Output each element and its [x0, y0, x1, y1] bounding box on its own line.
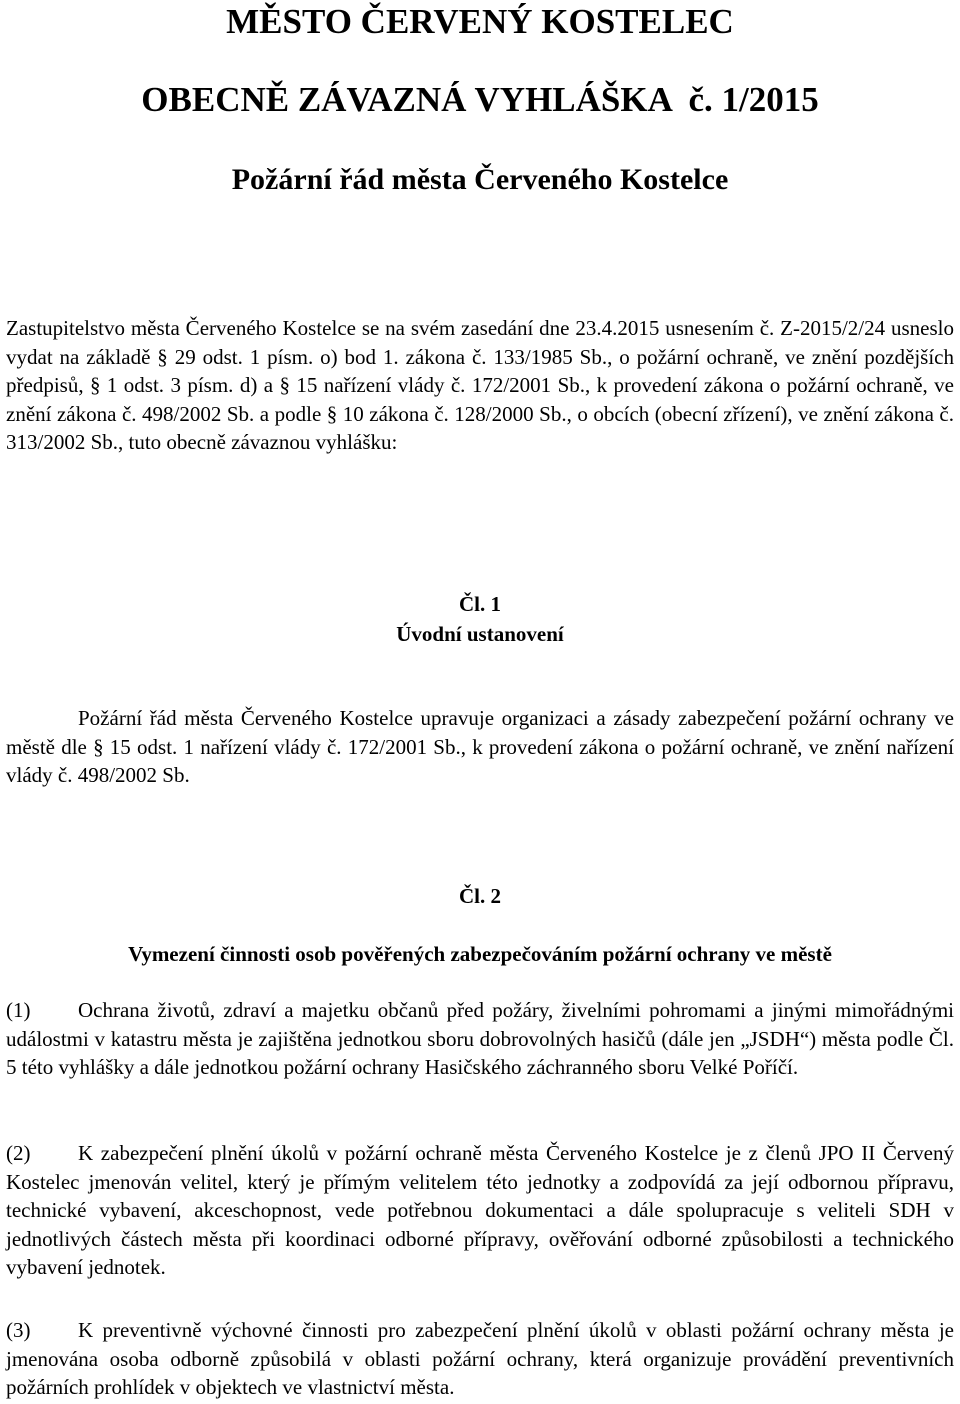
- paragraph-text: K zabezpečení plnění úkolů v požární ochraně města Červeného Kostelce je z členů JPO II Červený Kostelec jmenován velitel, který je přímým velitelem této jednotky a zodpovídá za její odbornou přípravu, technické vybavení, akceschopnost, vede potřebnou dokumentaci a dále spolupracuje s veliteli SDH v jednotlivých částech města při koordinaci odborné přípravy, ověřování odborné způsobilosti a technického vybavení jednotek.: [6, 1141, 954, 1279]
- article-2-paragraph-1: [6, 996, 954, 1082]
- paragraph-label: (3): [6, 1318, 31, 1342]
- article-1-title: Úvodní ustanovení: [396, 622, 564, 646]
- paragraph-label: (2): [6, 1141, 31, 1165]
- article-2-paragraph-2: [6, 1139, 954, 1282]
- article-2-paragraph-3: [6, 1316, 954, 1402]
- decree-title: OBECNĚ ZÁVAZNÁ VYHLÁŠKA č. 1/2015: [141, 80, 819, 119]
- preamble-paragraph: Zastupitelstvo města Červeného Kostelce se na svém zasedání dne 23.4.2015 usnesením č. Z-2015/2/24 usneslo vydat na základě § 29 odst. 1 písm. o) bod 1. zákona č. 133/1985 Sb., o požární ochraně, ve znění pozdějších předpisů, § 1 odst. 3 písm. d) a § 15 nařízení vlády č. 172/2001 Sb., k provedení zákona o požární ochraně, ve znění zákona č. 498/2002 Sb. a podle § 10 zákona č. 128/2000 Sb., o obcích (obecní zřízení), ve znění zákona č. 313/2002 Sb., tuto obecně závaznou vyhlášku:: [6, 316, 954, 454]
- article-2-title: Vymezení činnosti osob pověřených zabezpečováním požární ochrany ve městě: [128, 942, 832, 966]
- paragraph-text: Ochrana životů, zdraví a majetku občanů před požáry, živelními pohromami a jinými mimořádnými událostmi v katastru města je zajištěna jednotkou sboru dobrovolných hasičů (dále jen „JSDH“) města podle Čl. 5 této vyhlášky a dále jednotkou požární ochrany Hasičského záchranného sboru Velké Poříčí.: [6, 998, 954, 1079]
- article-1-paragraph: Požární řád města Červeného Kostelce upravuje organizaci a zásady zabezpečení požární ochrany ve městě dle § 15 odst. 1 nařízení vlády č. 172/2001 Sb., k provedení zákona o požární ochraně, ve znění nařízení vlády č. 498/2002 Sb.: [6, 706, 954, 787]
- article-1-number: Čl. 1: [459, 592, 501, 616]
- paragraph-label: (1): [6, 998, 31, 1022]
- paragraph-text: K preventivně výchovné činnosti pro zabezpečení plnění úkolů v oblasti požární ochrany města je jmenována osoba odborně způsobilá v oblasti požární ochrany, která organizuje provádění preventivních požárních prohlídek v objektech ve vlastnictví města.: [6, 1318, 954, 1399]
- article-2-number: Čl. 2: [459, 884, 501, 908]
- decree-subtitle: Požární řád města Červeného Kostelce: [231, 163, 729, 196]
- municipality-heading: MĚSTO ČERVENÝ KOSTELEC: [226, 2, 734, 41]
